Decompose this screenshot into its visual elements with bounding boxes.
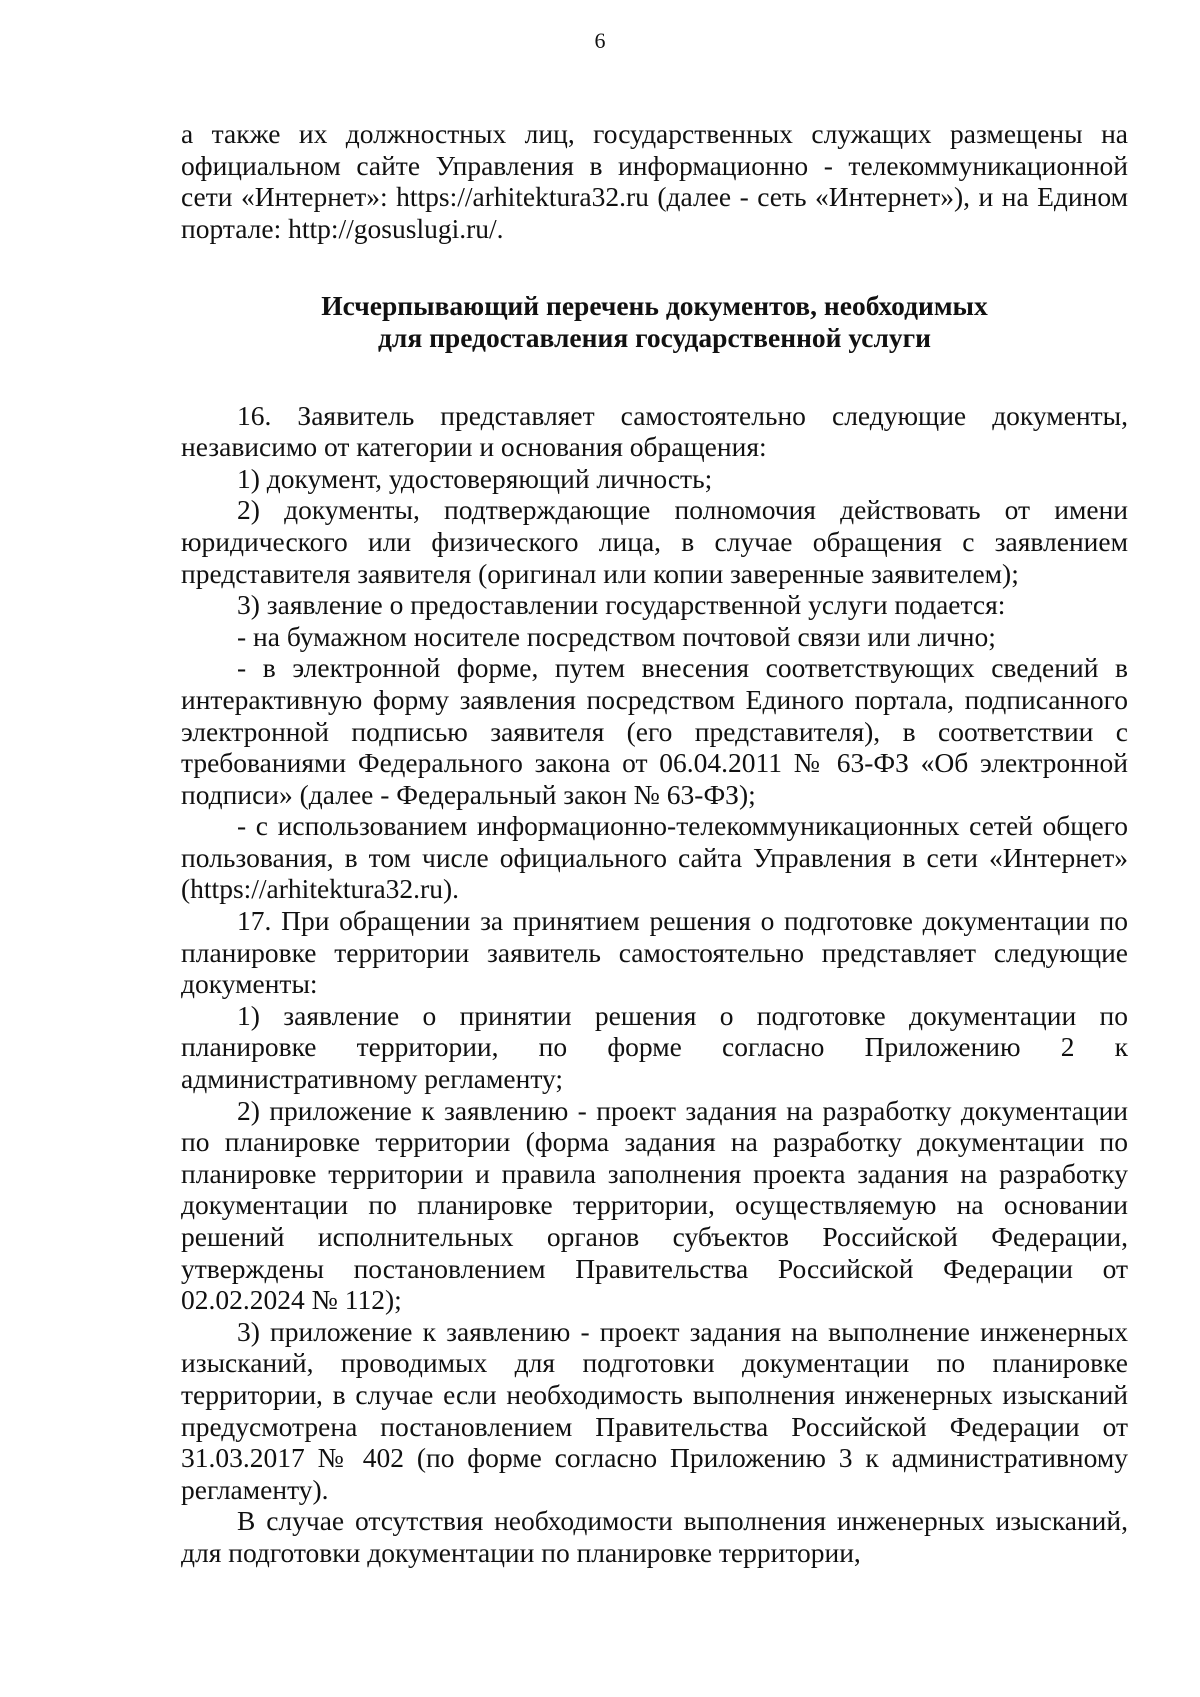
section-heading-line-1: Исчерпывающий перечень документов, необходимых bbox=[321, 290, 988, 322]
paragraph-17-2: 2) приложение к заявлению - проект задания на разработку документации по планировке территории (форма задания на разработку документации по планировке территории и правила заполнения проекта задания на разработку документации по планировке территории, осуществляемую на основании решений исполнительных органов субъектов Российской Федерации, утверждены постановлением Правительства Российской Федерации от 02.02.2024 № 112); bbox=[181, 1094, 1128, 1316]
paragraph-16-3-paper: - на бумажном носителе посредством почтовой связи или лично; bbox=[237, 620, 996, 652]
paragraph-17-3: 3) приложение к заявлению - проект задания на выполнение инженерных изысканий, проводимых для подготовки документации по планировке территории, в случае если необходимость выполнения инженерных изысканий предусмотрена постановлением Правительства Российской Федерации от 31.03.2017 № 402 (по форме согласно Приложению 3 к административному регламенту). bbox=[181, 1315, 1128, 1505]
document-body bbox=[181, 118, 1128, 1569]
paragraph-17-1: 1) заявление о принятии решения о подготовке документации по планировке территории, по форме согласно Приложению 2 к административному регламенту; bbox=[181, 999, 1128, 1095]
page-number: 6 bbox=[594, 28, 606, 53]
section-heading-line-2: для предоставления государственной услуги bbox=[377, 321, 932, 353]
section-heading bbox=[181, 290, 1128, 353]
paragraph-16-3: 3) заявление о предоставлении государственной услуги подается: bbox=[237, 589, 1006, 621]
paragraph-item-17: 17. При обращении за принятием решения о подготовке документации по планировке территории заявитель самостоятельно представляет следующие документы: bbox=[181, 905, 1128, 1000]
paragraph-16-3-electronic: - в электронной форме, путем внесения соответствующих сведений в интерактивную форму заявления посредством Единого портала, подписанного электронной подписью заявителя (его представителя), в соответствии с требованиями Федерального закона от 06.04.2011 № 63-ФЗ «Об электронной подписи» (далее - Федеральный закон № 63-ФЗ); bbox=[181, 652, 1128, 810]
intro-paragraph: а также их должностных лиц, государственных служащих размещены на официальном сайте Управления в информационно - телекоммуникационной сети «Интернет»: https://arhitektura32.ru (далее - сеть «Интернет»), и на Едином портале: http://gosuslugi.ru/. bbox=[181, 118, 1128, 244]
paragraph-16-1: 1) документ, удостоверяющий личность; bbox=[237, 462, 713, 494]
paragraph-no-surveys: В случае отсутствия необходимости выполнения инженерных изысканий, для подготовки документации по планировке территории, bbox=[181, 1505, 1128, 1568]
paragraph-16-2: 2) документы, подтверждающие полномочия действовать от имени юридического или физического лица, в случае обращения с заявлением представителя заявителя (оригинал или копии заверенные заявителем); bbox=[181, 494, 1128, 589]
paragraph-item-16: 16. Заявитель представляет самостоятельно следующие документы, независимо от категории и основания обращения: bbox=[181, 399, 1128, 463]
paragraph-16-3-networks: - с использованием информационно-телекоммуникационных сетей общего пользования, в том числе официального сайта Управления в сети «Интернет» (https://arhitektura32.ru). bbox=[181, 810, 1128, 905]
